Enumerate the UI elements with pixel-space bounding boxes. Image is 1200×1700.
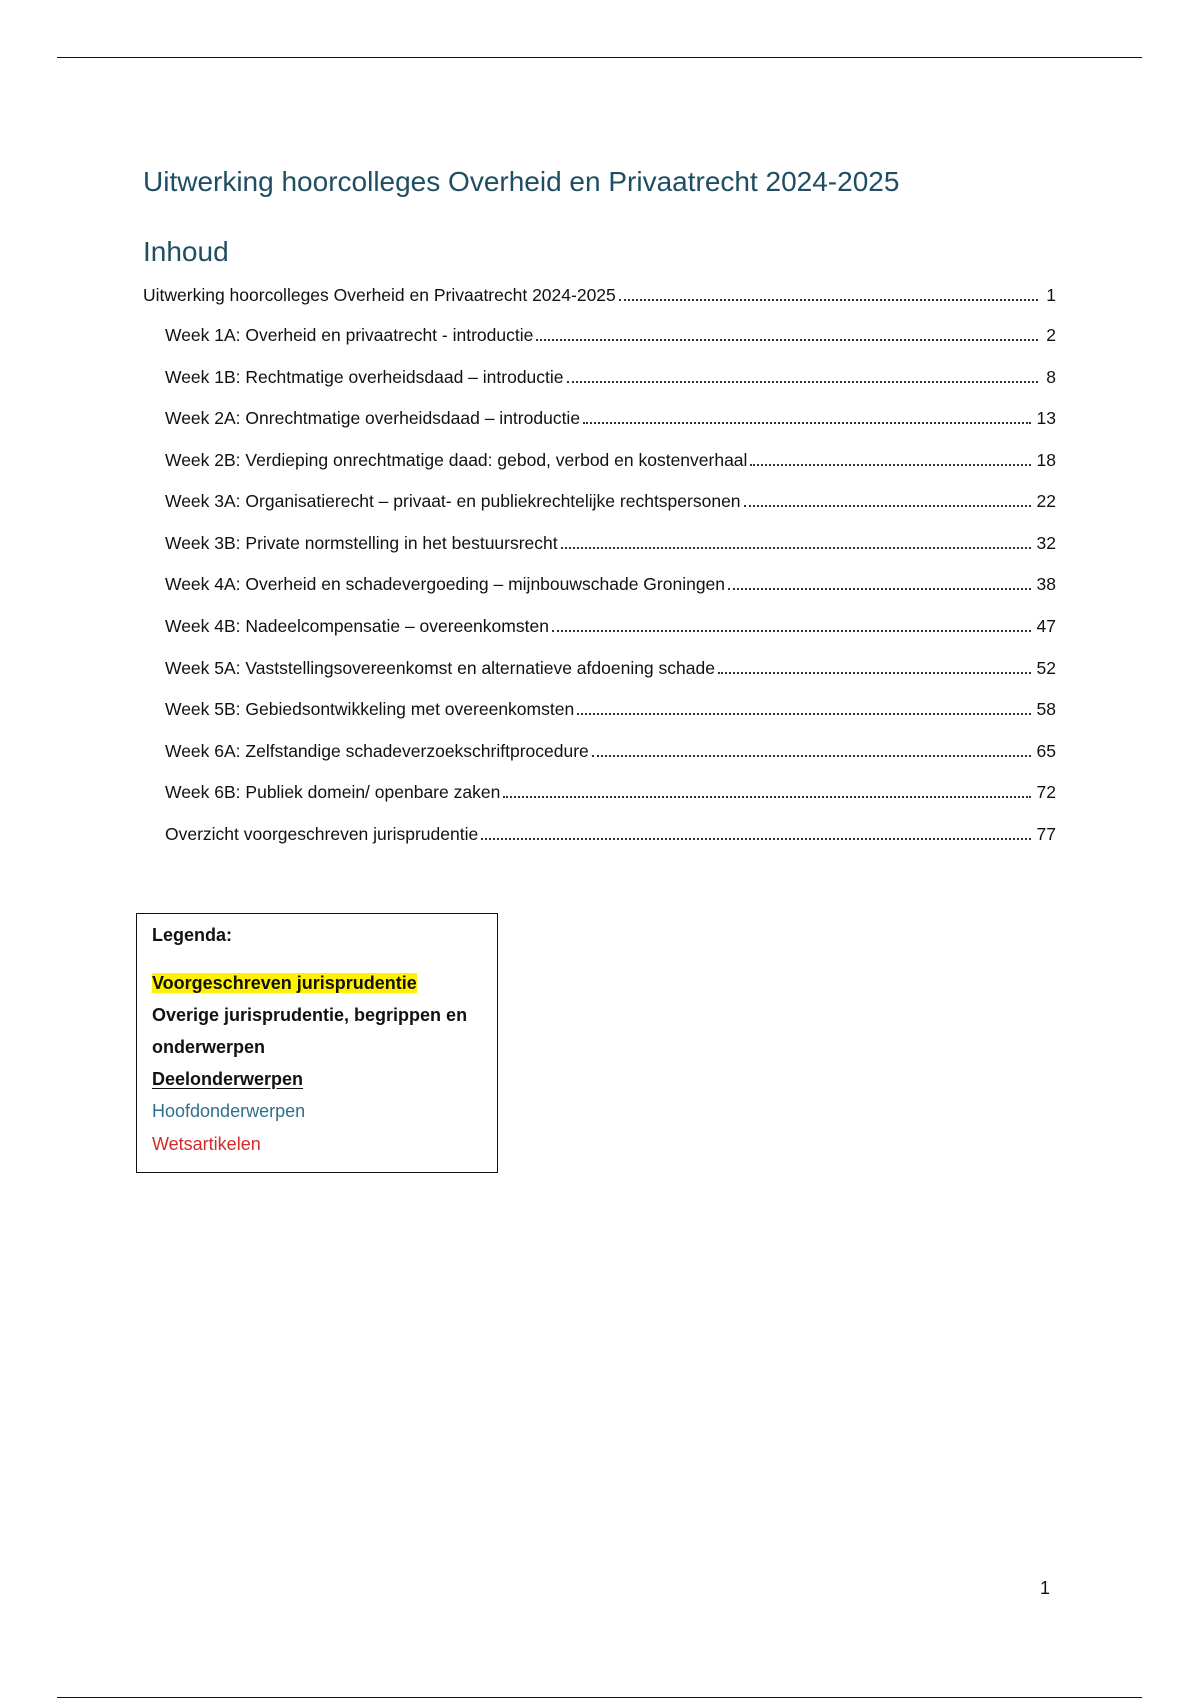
toc-entry-page: 18 — [1036, 450, 1056, 470]
toc-entry[interactable] — [165, 819, 1056, 845]
legend-other-case-law: Overige jurisprudentie, begrippen en onderwerpen — [152, 1005, 468, 1057]
toc-entry[interactable] — [165, 403, 1056, 429]
legend-subtopics — [152, 1063, 472, 1095]
toc-dot-leader — [583, 422, 1030, 424]
toc-entry-title: Week 2B: Verdieping onrechtmatige daad: gebod, verbod en kostenverhaal — [165, 450, 748, 470]
toc-entry[interactable] — [165, 611, 1056, 637]
legend-main-topics: Hoofdonderwerpen — [152, 1101, 306, 1121]
toc-entry-title: Week 4B: Nadeelcompensatie – overeenkomsten — [165, 616, 549, 636]
toc-entry[interactable] — [165, 653, 1056, 679]
toc-dot-leader — [592, 755, 1031, 757]
toc-entry-page: 8 — [1046, 367, 1056, 387]
toc-dot-leader — [718, 672, 1031, 674]
footer-rule — [57, 1697, 1142, 1698]
toc-entry[interactable] — [165, 528, 1056, 554]
toc-entry[interactable] — [165, 362, 1056, 388]
toc-heading: Inhoud — [143, 236, 229, 267]
toc-dot-leader — [503, 796, 1030, 798]
toc-dot-leader — [728, 588, 1031, 590]
toc-entry-title: Week 5A: Vaststellingsovereenkomst en alternatieve afdoening schade — [165, 658, 715, 678]
toc-entry-page: 65 — [1036, 741, 1056, 761]
toc-entry-title: Week 1A: Overheid en privaatrecht - introductie — [165, 325, 534, 345]
toc-entry[interactable] — [165, 569, 1056, 595]
toc-entry-title: Week 1B: Rechtmatige overheidsdaad – introductie — [165, 367, 564, 387]
toc-entry-page: 38 — [1036, 574, 1056, 594]
toc-entry-title: Week 3B: Private normstelling in het bestuursrecht — [165, 533, 558, 553]
toc-dot-leader — [567, 381, 1038, 383]
toc-dot-leader — [561, 547, 1031, 549]
toc-entry[interactable] — [165, 694, 1056, 720]
toc-entry[interactable] — [165, 486, 1056, 512]
toc-dot-leader — [750, 464, 1030, 466]
page-number: 1 — [1040, 1578, 1051, 1598]
toc-entry[interactable] — [165, 777, 1056, 803]
toc-dot-leader — [481, 838, 1030, 840]
toc-entry-page: 72 — [1036, 782, 1056, 802]
legend-box — [136, 913, 498, 1173]
toc-entry[interactable] — [165, 320, 1056, 346]
toc-dot-leader — [552, 630, 1031, 632]
toc-entry-page: 52 — [1036, 658, 1056, 678]
toc-entry-title: Week 3A: Organisatierecht – privaat- en publiekrechtelijke rechtspersonen — [165, 491, 741, 511]
legend-statutes: Wetsartikelen — [152, 1134, 261, 1154]
toc-entry[interactable] — [143, 280, 1056, 306]
toc-entry-page: 2 — [1046, 325, 1056, 345]
toc-entry-title: Week 6B: Publiek domein/ openbare zaken — [165, 782, 501, 802]
toc-dot-leader — [577, 713, 1030, 715]
toc-entry-page: 22 — [1036, 491, 1056, 511]
toc-entry-title: Week 4A: Overheid en schadevergoeding – mijnbouwschade Groningen — [165, 574, 726, 594]
document-title: Uitwerking hoorcolleges Overheid en Privaatrecht 2024-2025 — [143, 166, 900, 197]
toc-entry-page: 32 — [1036, 533, 1056, 553]
toc-dot-leader — [744, 505, 1031, 507]
toc-entry-page: 13 — [1036, 408, 1056, 428]
toc-entry-title: Week 6A: Zelfstandige schadeverzoekschriftprocedure — [165, 741, 589, 761]
toc-entry-page: 1 — [1046, 285, 1056, 305]
legend-prescribed-case-law — [152, 967, 472, 999]
toc-entry-title: Week 5B: Gebiedsontwikkeling met overeenkomsten — [165, 699, 575, 719]
toc-dot-leader — [619, 299, 1038, 301]
legend-prescribed-case-law-text: Voorgeschreven jurisprudentie — [152, 973, 417, 993]
legend-subtopics-text: Deelonderwerpen — [152, 1069, 304, 1089]
toc-entry[interactable] — [165, 445, 1056, 471]
toc-entry-page: 47 — [1036, 616, 1056, 636]
toc-entry-title: Uitwerking hoorcolleges Overheid en Privaatrecht 2024-2025 — [143, 285, 616, 305]
toc-entry-title: Overzicht voorgeschreven jurisprudentie — [165, 824, 479, 844]
header-rule — [57, 57, 1142, 58]
toc-entry-page: 58 — [1036, 699, 1056, 719]
toc-dot-leader — [536, 339, 1038, 341]
toc-entry-title: Week 2A: Onrechtmatige overheidsdaad – introductie — [165, 408, 581, 428]
toc-entry[interactable] — [165, 736, 1056, 762]
toc-entry-page: 77 — [1036, 824, 1056, 844]
legend-title: Legenda: — [152, 925, 233, 945]
